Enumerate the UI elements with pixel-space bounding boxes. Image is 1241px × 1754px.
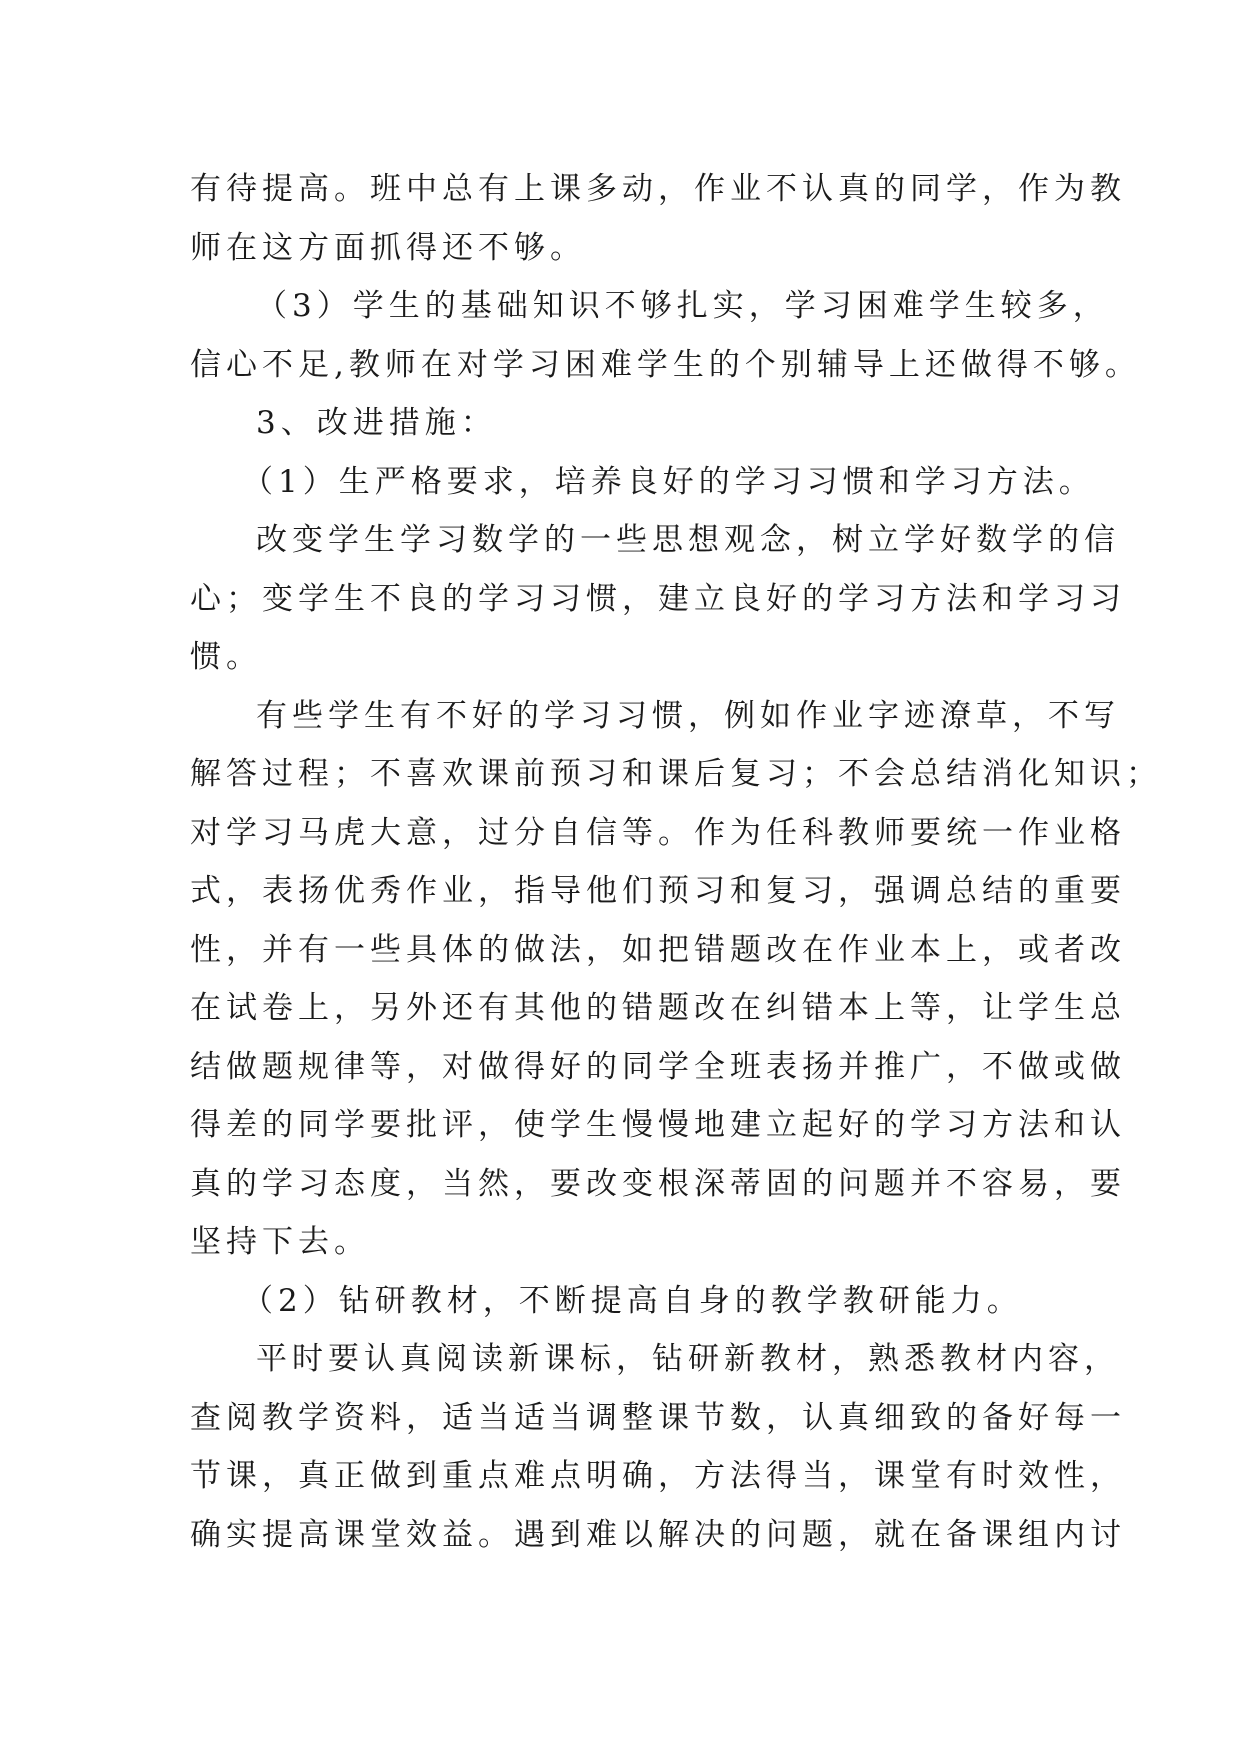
text-line: 惯。	[190, 639, 262, 675]
text-line: 解答过程；不喜欢课前预习和课后复习；不会总结消化知识；	[190, 756, 1162, 792]
text-line: 有待提高。班中总有上课多动，作业不认真的同学，作为教	[190, 171, 1126, 207]
section-heading: 3、改进措施：	[256, 405, 497, 441]
text-line: 坚持下去。	[190, 1224, 370, 1260]
text-line: 有些学生有不好的学习习惯，例如作业字迹潦草，不写	[256, 697, 1120, 734]
text-line: 得差的同学要批评，使学生慢慢地建立起好的学习方法和认	[190, 1107, 1126, 1143]
text-line: 确实提高课堂效益。遇到难以解决的问题，就在备课组内讨	[190, 1516, 1126, 1553]
text-line: 节课，真正做到重点难点明确，方法得当，课堂有时效性，	[190, 1458, 1126, 1494]
text-line: 性，并有一些具体的做法，如把错题改在作业本上，或者改	[190, 931, 1126, 968]
subsection-heading: （2）钻研教材，不断提高自身的教学教研能力。	[242, 1282, 1023, 1319]
subsection-heading: （1）生严格要求，培养良好的学习习惯和学习方法。	[242, 463, 1095, 500]
text-line: 式，表扬优秀作业，指导他们预习和复习，强调总结的重要	[190, 873, 1126, 909]
text-line: 师在这方面抓得还不够。	[190, 229, 586, 266]
text-line: 信心不足,教师在对学习困难学生的个别辅导上还做得不够。	[190, 346, 1141, 383]
text-line: 对学习马虎大意，过分自信等。作为任科教师要统一作业格	[190, 814, 1126, 851]
text-line: 平时要认真阅读新课标，钻研新教材，熟悉教材内容，	[256, 1341, 1120, 1377]
body-text	[190, 160, 1162, 1564]
text-line: 真的学习态度，当然，要改变根深蒂固的问题并不容易，要	[190, 1165, 1126, 1202]
text-line: 结做题规律等，对做得好的同学全班表扬并推广，不做或做	[190, 1048, 1126, 1085]
text-line: 在试卷上，另外还有其他的错题改在纠错本上等，让学生总	[190, 990, 1126, 1026]
text-line: 心；变学生不良的学习习惯，建立良好的学习方法和学习习	[190, 580, 1126, 617]
text-line: 查阅教学资料，适当适当调整课节数，认真细致的备好每一	[190, 1399, 1126, 1436]
text-line: （3）学生的基础知识不够扎实，学习困难学生较多，	[256, 288, 1109, 324]
text-line: 改变学生学习数学的一些思想观念，树立学好数学的信	[256, 522, 1120, 558]
